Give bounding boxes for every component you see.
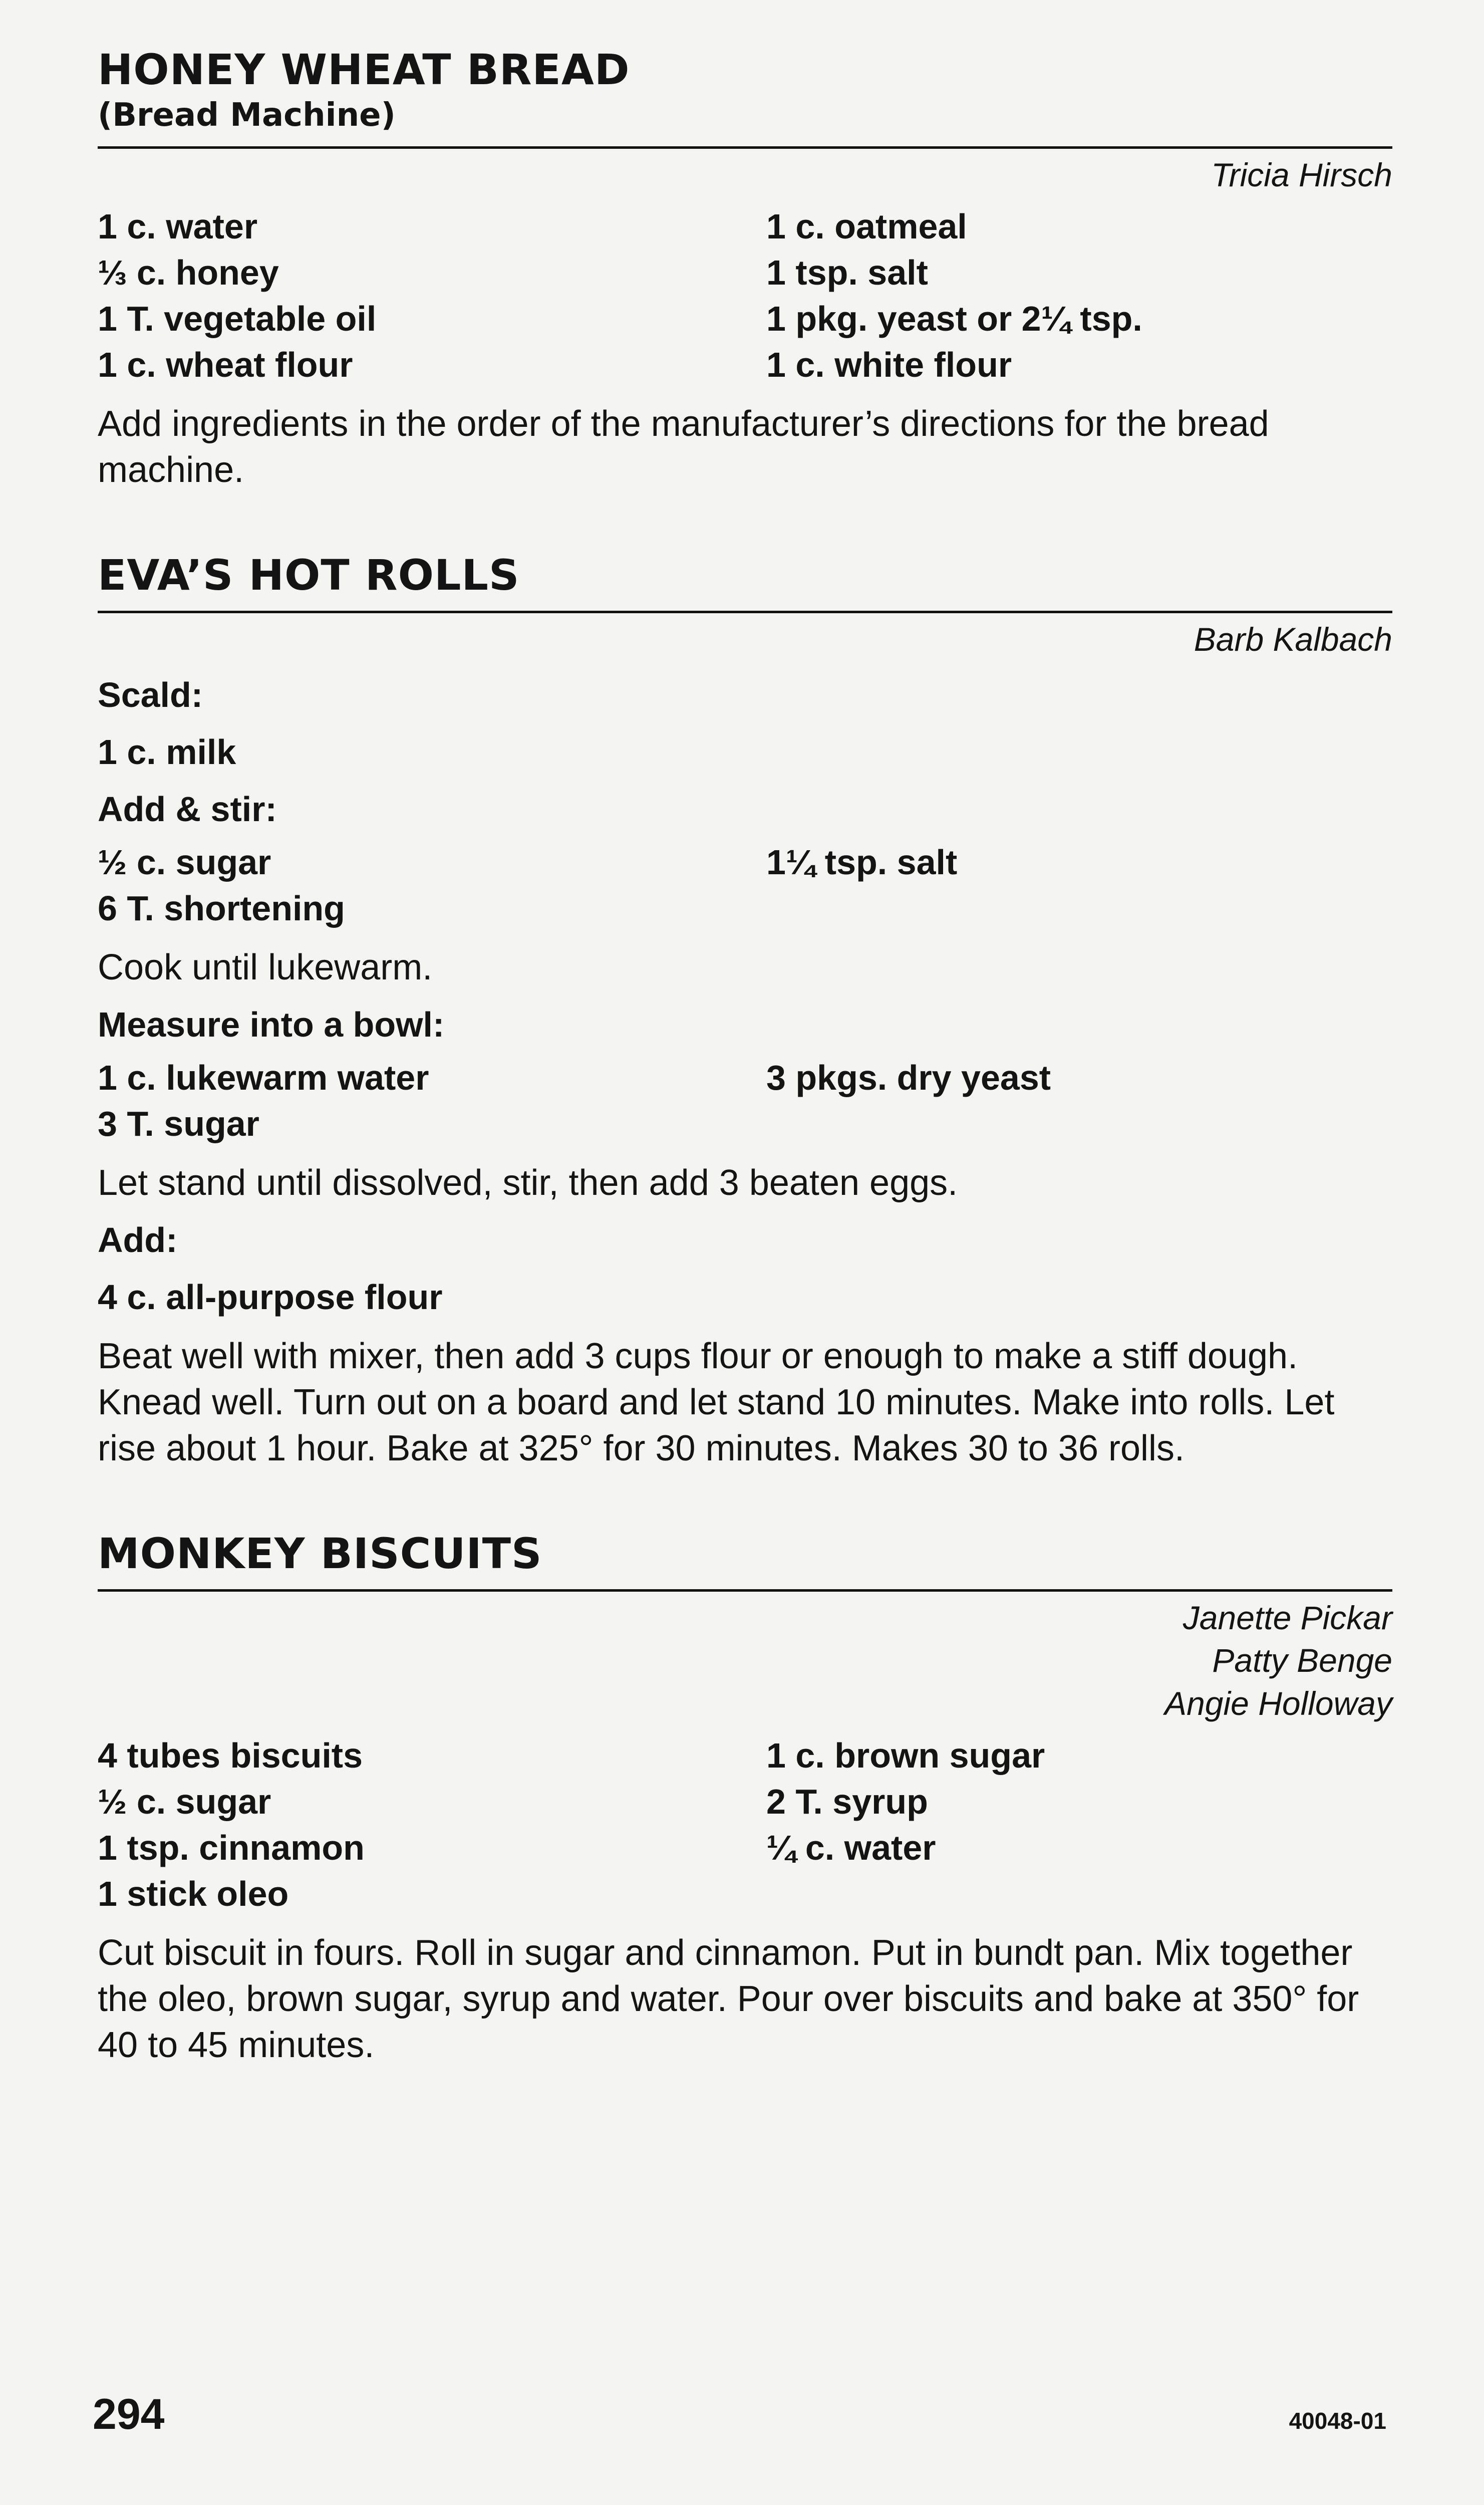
title-rule xyxy=(98,1589,1392,1592)
step-label: Add & stir: xyxy=(98,790,277,829)
instruction: Cook until lukewarm. xyxy=(98,947,433,988)
ingredient: 1 c. white flour xyxy=(766,345,1012,385)
ingredient: 1 stick oleo xyxy=(98,1874,289,1913)
catalog-code: 40048-01 xyxy=(1289,2408,1386,2434)
directions: Beat well with mixer, then add 3 cups flour or enough to make a stiff dough. Knead well. Turn out on a board and let stand 10 minutes. Make into rolls. Let rise about 1 hour. Bake at 325° for 30 minutes. Makes 30 to 36 rolls. xyxy=(98,1336,1335,1469)
contributor: Patty Benge xyxy=(1212,1642,1392,1679)
instruction: Let stand until dissolved, stir, then add 3 beaten eggs. xyxy=(98,1163,958,1203)
ingredient: 1 tsp. cinnamon xyxy=(98,1828,365,1867)
step-label: Measure into a bowl: xyxy=(98,1005,445,1045)
ingredient: 1¼ tsp. salt xyxy=(766,843,958,882)
ingredient: 1 c. brown sugar xyxy=(766,1735,1045,1775)
contributor: Barb Kalbach xyxy=(1194,620,1392,658)
recipe-subtitle: (Bread Machine) xyxy=(98,97,396,134)
ingredient: 1 c. water xyxy=(98,207,258,246)
ingredient-list xyxy=(98,839,1392,931)
ingredient: ½ c. sugar xyxy=(98,1782,271,1821)
ingredient: 1 c. oatmeal xyxy=(766,207,967,246)
recipe-title: HONEY WHEAT BREAD xyxy=(98,45,630,94)
title-rule xyxy=(98,146,1392,149)
ingredient: 1 c. lukewarm water xyxy=(98,1058,429,1098)
recipe-honey-wheat-bread xyxy=(98,45,1392,493)
contributor: Angie Holloway xyxy=(1164,1685,1392,1722)
ingredient: ½ c. sugar xyxy=(98,843,271,882)
ingredient-list xyxy=(98,203,1392,388)
ingredient: 1 c. milk xyxy=(98,732,236,772)
ingredient: 4 tubes biscuits xyxy=(98,1735,363,1775)
ingredient xyxy=(766,885,1392,931)
ingredient xyxy=(766,1871,1392,1917)
ingredient: 3 T. sugar xyxy=(98,1104,259,1144)
contributor: Janette Pickar xyxy=(1182,1599,1392,1636)
recipe-evas-hot-rolls xyxy=(98,553,1392,1471)
page-footer xyxy=(93,2390,1386,2439)
ingredient-list xyxy=(98,1055,1392,1147)
recipe-title: MONKEY BISCUITS xyxy=(98,1529,542,1579)
page-number: 294 xyxy=(93,2390,165,2438)
step-label: Add: xyxy=(98,1220,178,1260)
directions: Add ingredients in the order of the manufacturer’s directions for the bread machine. xyxy=(98,404,1269,490)
recipe-title: EVA’S HOT ROLLS xyxy=(98,551,520,600)
ingredient: 1 T. vegetable oil xyxy=(98,299,377,339)
ingredient: 1 c. wheat flour xyxy=(98,345,353,385)
ingredient: ⅓ c. honey xyxy=(98,253,279,293)
recipe-monkey-biscuits xyxy=(98,1529,1392,2068)
ingredient: 2 T. syrup xyxy=(766,1782,928,1821)
ingredient: 3 pkgs. dry yeast xyxy=(766,1058,1051,1098)
ingredient: 6 T. shortening xyxy=(98,889,345,928)
ingredient-list xyxy=(98,1732,1392,1917)
ingredient xyxy=(766,1101,1392,1147)
ingredient: 1 pkg. yeast or 2¼ tsp. xyxy=(766,299,1142,339)
title-rule xyxy=(98,611,1392,613)
ingredient: 1 tsp. salt xyxy=(766,253,928,293)
page-content xyxy=(98,45,1392,2068)
contributor: Tricia Hirsch xyxy=(1211,156,1392,193)
directions: Cut biscuit in fours. Roll in sugar and cinnamon. Put in bundt pan. Mix together the oleo, brown sugar, syrup and water. Pour over biscuits and bake at 350° for 40 to 45 minutes. xyxy=(98,1932,1359,2065)
ingredient: ¼ c. water xyxy=(766,1828,936,1867)
step-label: Scald: xyxy=(98,675,203,715)
ingredient: 4 c. all-purpose flour xyxy=(98,1278,443,1317)
